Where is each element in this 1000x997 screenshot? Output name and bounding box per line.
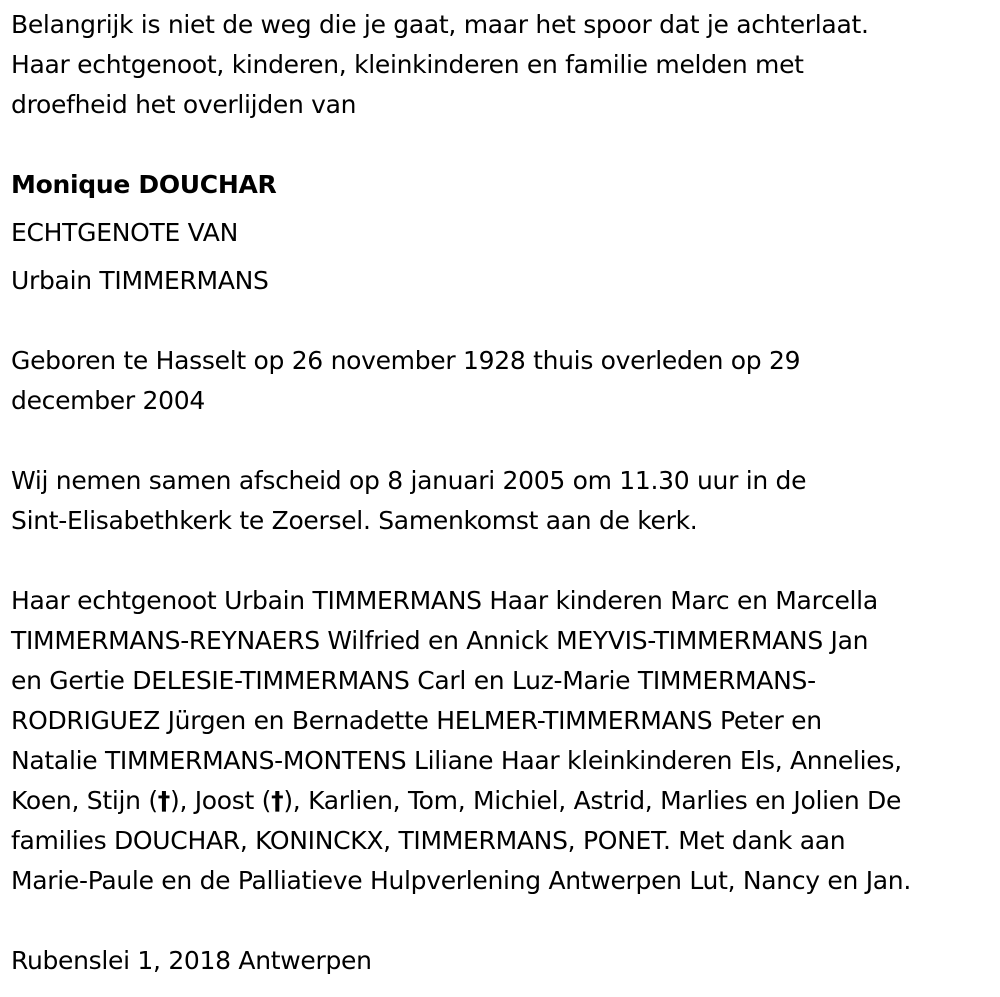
family-line-6	[11, 781, 995, 821]
family-line-3: en Gertie DELESIE-TIMMERMANS Carl en Luz-Marie TIMMERMANS-	[11, 666, 816, 695]
farewell-paragraph	[11, 461, 995, 541]
deceased-name	[11, 165, 995, 205]
family-line-5: Natalie TIMMERMANS-MONTENS Liliane Haar kleinkinderen Els, Annelies,	[11, 746, 902, 775]
relation	[11, 213, 995, 253]
farewell-line-2: Sint-Elisabethkerk te Zoersel. Samenkomst aan de kerk.	[11, 506, 698, 535]
deceased-name-text: Monique DOUCHAR	[11, 170, 277, 199]
dagger-icon: †	[271, 786, 284, 815]
family-paragraph	[11, 581, 995, 901]
family-line-2: TIMMERMANS-REYNAERS Wilfried en Annick MEYVIS-TIMMERMANS Jan	[11, 626, 869, 655]
intro-line-3: droefheid het overlijden van	[11, 90, 357, 119]
address	[11, 941, 995, 981]
relation-text: ECHTGENOTE VAN	[11, 218, 238, 247]
birth-death-line-2: december 2004	[11, 386, 205, 415]
address-line: Rubenslei 1, 2018 Antwerpen	[11, 946, 372, 975]
birth-death-line-1: Geboren te Hasselt op 26 november 1928 thuis overleden op 29	[11, 346, 801, 375]
spouse-name-text: Urbain TIMMERMANS	[11, 266, 269, 295]
intro-line-1: Belangrijk is niet de weg die je gaat, maar het spoor dat je achterlaat.	[11, 10, 869, 39]
birth-death-paragraph	[11, 341, 995, 421]
family-line-6-part-a: Koen, Stijn (	[11, 786, 158, 815]
family-line-6-part-c: ), Karlien, Tom, Michiel, Astrid, Marlies en Jolien De	[283, 786, 902, 815]
family-line-8: Marie-Paule en de Palliatieve Hulpverlening Antwerpen Lut, Nancy en Jan.	[11, 866, 911, 895]
family-line-7: families DOUCHAR, KONINCKX, TIMMERMANS, PONET. Met dank aan	[11, 826, 846, 855]
family-line-4: RODRIGUEZ Jürgen en Bernadette HELMER-TIMMERMANS Peter en	[11, 706, 822, 735]
intro-paragraph	[11, 5, 995, 125]
family-line-1: Haar echtgenoot Urbain TIMMERMANS Haar kinderen Marc en Marcella	[11, 586, 878, 615]
intro-line-2: Haar echtgenoot, kinderen, kleinkinderen en familie melden met	[11, 50, 804, 79]
spouse-name	[11, 261, 995, 301]
dagger-icon: †	[157, 786, 170, 815]
farewell-line-1: Wij nemen samen afscheid op 8 januari 2005 om 11.30 uur in de	[11, 466, 807, 495]
family-line-6-part-b: ), Joost (	[169, 786, 272, 815]
